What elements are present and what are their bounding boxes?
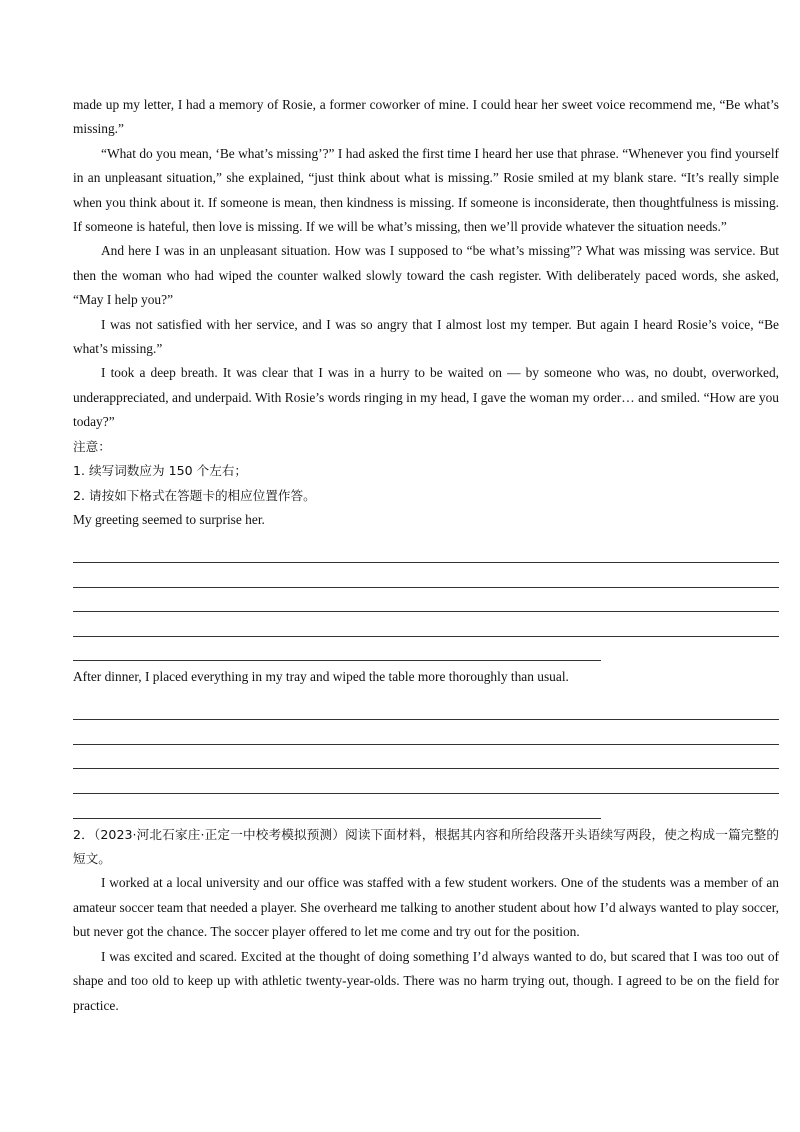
answer-lines-2 xyxy=(73,696,779,819)
answer-lines-1 xyxy=(73,538,779,661)
answer-line[interactable] xyxy=(73,794,601,819)
answer-line[interactable] xyxy=(73,538,779,563)
prompt-2: After dinner, I placed everything in my tray and wiped the table more thoroughly than usual. xyxy=(73,669,569,685)
prompt-1: My greeting seemed to surprise her. xyxy=(73,511,265,527)
answer-line[interactable] xyxy=(73,720,779,745)
passage-paragraph: And here I was in an unpleasant situation. How was I supposed to “be what’s missing”? What was missing was service. But then the woman who had wiped the counter walked slowly toward the cash register. With deliberately paced words, she asked, “May I help you?” xyxy=(73,243,779,308)
document-page xyxy=(73,93,779,1018)
answer-line[interactable] xyxy=(73,769,779,794)
passage-paragraph: I was not satisfied with her service, and I was so angry that I almost lost my temper. But again I heard Rosie’s voice, “Be what’s missing.” xyxy=(73,316,779,357)
answer-line[interactable] xyxy=(73,588,779,613)
notes-item-1: 1. 续写词数应为 150 个左右； xyxy=(73,463,248,479)
passage-paragraph: I took a deep breath. It was clear that I was in a hurry to be waited on — by someone who was, no doubt, overworked, underappreciated, and underpaid. With Rosie’s words ringing in my head, I gave the woman my order… and smiled. “How are you today?” xyxy=(73,365,779,430)
question-2-header: 2．（2023·河北石家庄·正定一中校考模拟预测）阅读下面材料，根据其内容和所给段落开头语续写两段，使之构成一篇完整的短文。 xyxy=(73,826,779,867)
question-2-paragraph: I was excited and scared. Excited at the thought of doing something I’d always wanted to do, but scared that I was too out of shape and too old to keep up with athletic twenty-year-olds. There was no harm trying out, though. I agreed to be on the field for practice. xyxy=(73,948,779,1013)
answer-line[interactable] xyxy=(73,563,779,588)
notes-item-2: 2. 请按如下格式在答题卡的相应位置作答。 xyxy=(73,487,316,503)
answer-line[interactable] xyxy=(73,612,779,637)
answer-line[interactable] xyxy=(73,637,601,662)
answer-line[interactable] xyxy=(73,745,779,770)
answer-line[interactable] xyxy=(73,696,779,721)
question-2-paragraph: I worked at a local university and our office was staffed with a few student workers. One of the students was a member of an amateur soccer team that needed a player. She overheard me talking to another student about how I’d always wanted to play soccer, but never got the chance. The soccer player offered to let me come and try out for the position. xyxy=(73,875,779,940)
notes-heading: 注意： xyxy=(73,438,111,454)
passage-paragraph: made up my letter, I had a memory of Rosie, a former coworker of mine. I could hear her sweet voice recommend me, “Be what’s missing.” xyxy=(73,97,779,137)
passage-paragraph: “What do you mean, ‘Be what’s missing’?” I had asked the first time I heard her use that phrase. “Whenever you find yourself in an unpleasant situation,” she explained, “just think about what is missing.” Rosie smiled at my blank stare. “It’s really simple when you think about it. If someone is mean, then kindness is missing. If someone is inconsiderate, then thoughtfulness is missing. If someone is hateful, then love is missing. If we will be what’s missing, then we’ll provide whatever the situation needs.” xyxy=(73,145,779,235)
